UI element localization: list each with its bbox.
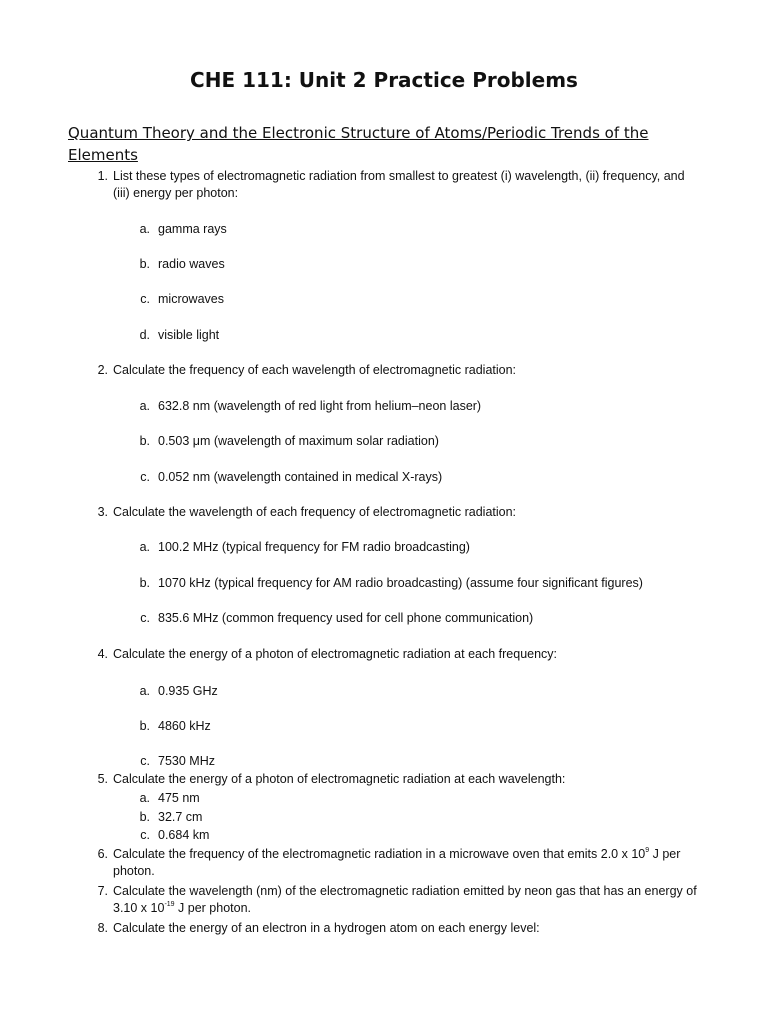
option-letter: b. — [139, 719, 150, 733]
option-letter: d. — [139, 328, 150, 342]
option-letter: c. — [140, 470, 150, 484]
option-letter: c. — [140, 828, 150, 842]
question-text: Calculate the frequency of the electromagnetic radiation in a microwave oven that emits 2.0 x $10^9$ J per photon. — [113, 847, 681, 878]
question-text: List these types of electromagnetic radiation from smallest to greatest (i) wavelength, (ii) frequency, and (iii) energy per photon: — [113, 169, 685, 200]
option-text: radio waves — [158, 257, 225, 271]
question-text: Calculate the wavelength (nm) of the electromagnetic radiation emitted by neon gas that has an energy of 3.10 x $10^{-19}$ J per photon. — [113, 884, 697, 915]
option-text: 632.8 nm (wavelength of red light from helium–neon laser) — [158, 399, 482, 413]
option-letter: a. — [139, 540, 150, 554]
question-text: Calculate the energy of a photon of electromagnetic radiation at each frequency: — [113, 647, 558, 661]
option-text: 1070 kHz (typical frequency for AM radio broadcasting) (assume four significant figures) — [158, 576, 643, 590]
option-text: 0.935 GHz — [158, 684, 218, 698]
question-number: 3. — [97, 505, 108, 519]
option-text: microwaves — [158, 292, 224, 306]
exponent: -19 — [164, 901, 175, 908]
question-number: 8. — [97, 921, 108, 935]
section-heading: Quantum Theory and the Electronic Structure of Atoms/Periodic Trends of the Elements — [68, 124, 649, 164]
option-letter: b. — [139, 810, 150, 824]
option-letter: b. — [139, 257, 150, 271]
option-text: 100.2 MHz (typical frequency for FM radio broadcasting) — [158, 540, 470, 554]
option-text: 0.503 μm (wavelength of maximum solar radiation) — [158, 434, 439, 448]
question-text: Calculate the wavelength of each frequency of electromagnetic radiation: — [113, 505, 517, 519]
question-text: Calculate the energy of a photon of electromagnetic radiation at each wavelength: — [113, 772, 566, 786]
option-letter: a. — [139, 399, 150, 413]
question-text: Calculate the frequency of each wavelength of electromagnetic radiation: — [113, 363, 517, 377]
exponent: 9 — [645, 847, 650, 854]
option-text: 4860 kHz — [158, 719, 211, 733]
option-text: visible light — [158, 328, 220, 342]
question-number: 7. — [97, 884, 108, 898]
option-text: 7530 MHz — [158, 754, 215, 768]
option-text: 835.6 MHz (common frequency used for cell phone communication) — [158, 611, 534, 625]
option-letter: c. — [140, 611, 150, 625]
option-letter: a. — [139, 791, 150, 805]
option-letter: c. — [140, 292, 150, 306]
option-text: 0.684 km — [158, 828, 210, 842]
question-number: 6. — [97, 847, 108, 861]
option-text: 0.052 nm (wavelength contained in medical X-rays) — [158, 470, 443, 484]
option-letter: a. — [139, 222, 150, 236]
page-title: CHE 111: Unit 2 Practice Problems — [190, 68, 578, 92]
option-letter: c. — [140, 754, 150, 768]
question-number: 1. — [97, 169, 108, 183]
option-letter: a. — [139, 684, 150, 698]
option-text: 475 nm — [158, 791, 200, 805]
option-text: 32.7 cm — [158, 810, 203, 824]
question-number: 5. — [97, 772, 108, 786]
option-text: gamma rays — [158, 222, 227, 236]
question-text: Calculate the energy of an electron in a hydrogen atom on each energy level: — [113, 921, 540, 935]
question-number: 4. — [97, 647, 108, 661]
option-letter: b. — [139, 434, 150, 448]
question-number: 2. — [97, 363, 108, 377]
option-letter: b. — [139, 576, 150, 590]
